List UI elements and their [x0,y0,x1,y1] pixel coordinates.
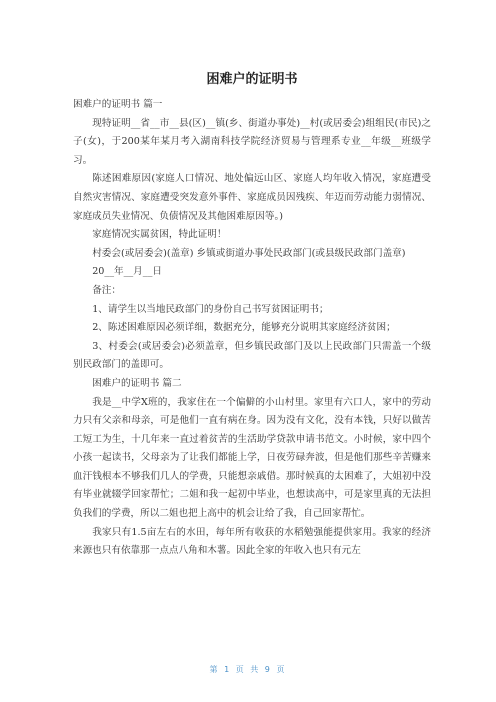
document-paragraph: 困难户的证明书 篇二 [92,377,182,389]
document-paragraph: 困难户的证明书 篇一 [73,99,163,110]
document-paragraph: 我是__中学X班的，我家住在一个偏僻的小山村里。家里有六口人，家中的劳动力只有父亲和母亲，可是他们一直有病在身。因为没有文化，没有本钱，只好以做苦工短工为生，十几年来一直过着贫苦的生活助学贷款申请书范文。小时候，家中四个小孩一起读书，父母亲为了让我们都能上学，日夜劳碌奔波，但是他们那些辛苦赚来血汗钱根本不够我们几人的学费，只能想亲戚借。那时候真的太困难了，大姐初中没有毕业就辍学回家帮忙；二姐和我一起初中毕业，也想读高中，可是家里真的无法担负我们的学费，所以二姐也把上高中的机会让给了我，自己回家帮忙。 [73,396,431,520]
paragraph-list [73,96,431,561]
document-paragraph: 我家只有1.5亩左右的水田，每年所有收获的水稻勉强能提供家用。我家的经济来源也只有依靠那一点点八角和木薯。因此全家的年收入也只有元左 [73,526,431,557]
document-paragraph: 村委会(或居委会)(盖章) 乡镇或街道办事处民政部门(或县级民政部门盖章) [92,247,406,259]
page-footer: 第 1 页 共 9 页 [209,665,287,674]
document-paragraph: 2、陈述困难原因必须详细，数据充分，能够充分说明其家庭经济贫困； [92,322,396,334]
document-paragraph: 1、请学生以当地民政部门的身份自己书写贫困证明书； [92,303,329,315]
document-paragraph: 备注： [92,284,121,296]
document-body [73,70,431,561]
document-paragraph: 陈述困难原因(家庭人口情况、地处偏远山区、家庭人均年收入情况，家庭遭受自然灾害情况、家庭遭受突发意外事件、家庭成员因残疾、年迈而劳动能力弱情况、家庭成员失业情况、负债情况及其他困难原因等。) [73,173,431,222]
document-paragraph: 20__年__月__日 [92,266,162,278]
document-paragraph: 现特证明__省__市__县(区)__镇(乡、街道办事处)__村(或居委会)组组民(市民)之子(女)，于200某年某月考入湖南科技学院经济贸易与管理系专业__年级__班级学习。 [73,117,431,166]
document-title: 困难户的证明书 [206,72,298,87]
document-paragraph: 家庭情况实属贫困，特此证明！ [92,229,227,241]
document-paragraph: 3、村委会(或居委会)必须盖章，但乡镇民政部门及以上民政部门只需盖一个级别民政部门的盖即可。 [73,340,431,371]
